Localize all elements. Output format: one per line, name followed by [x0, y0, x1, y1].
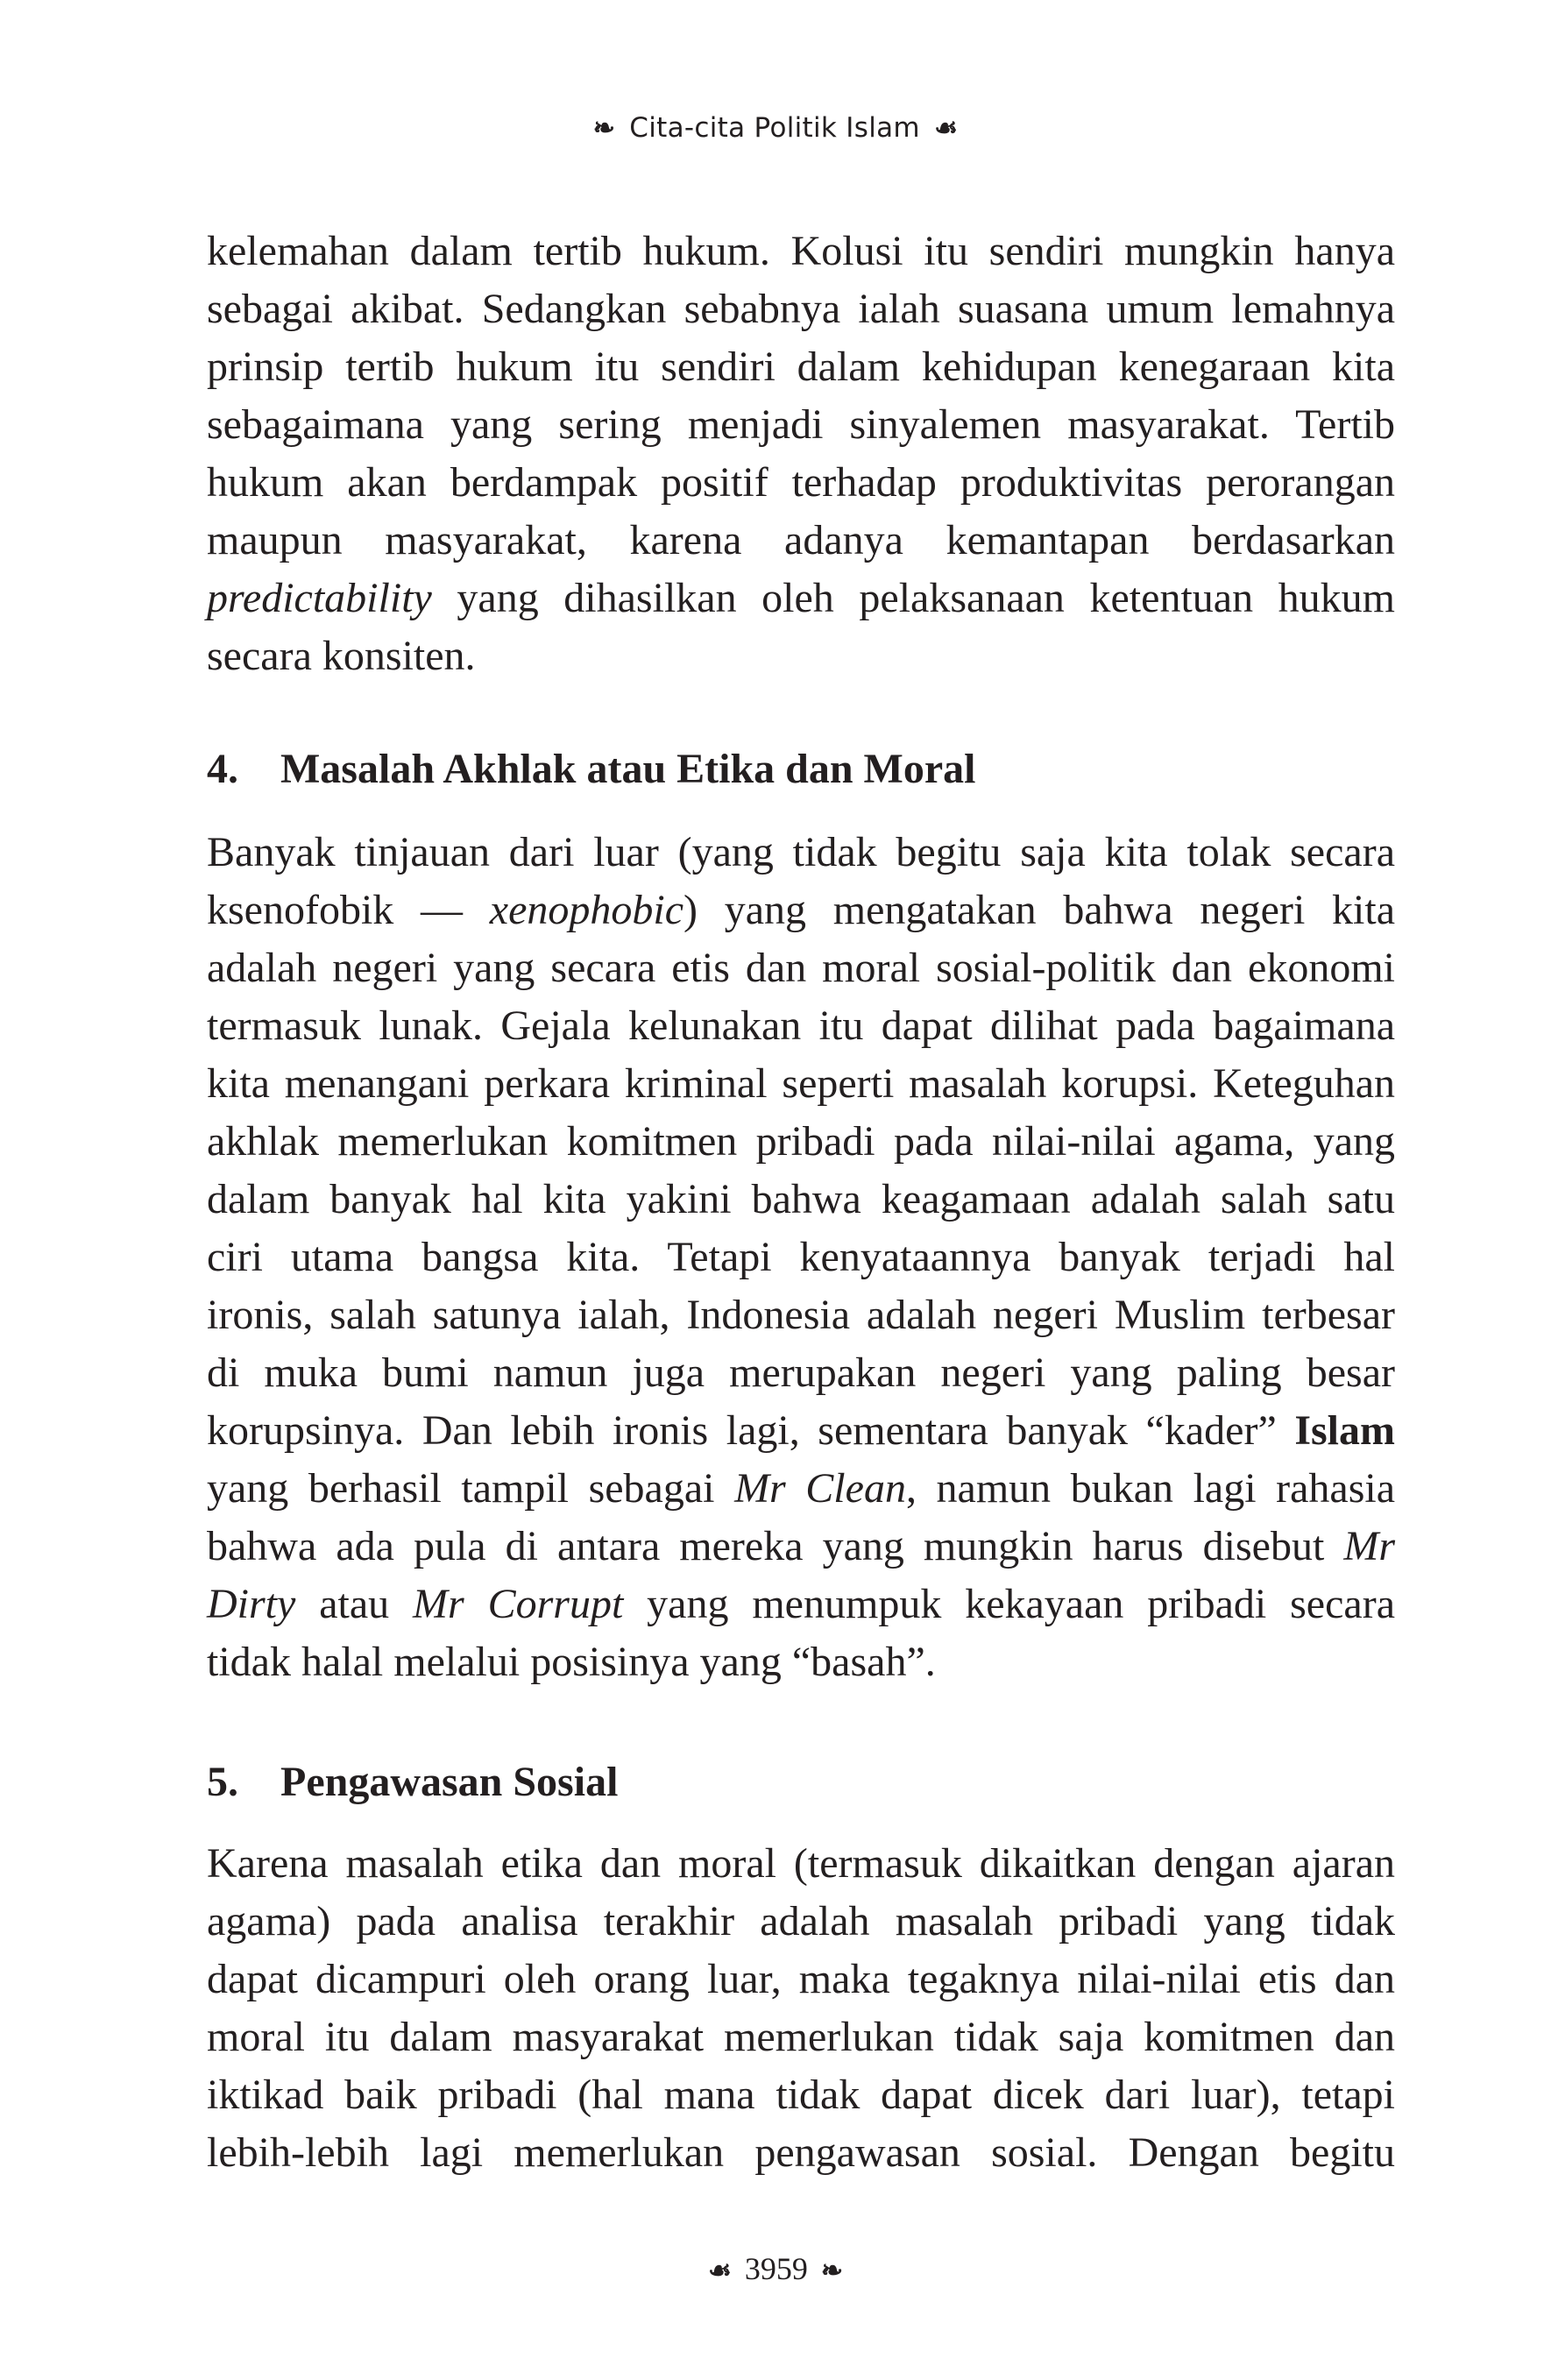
text-line: ironis, salah satunya ialah, Indonesia adalah negeri Muslim terbesar — [207, 1292, 1395, 1338]
text-line: prinsip tertib hukum itu sendiri dalam kehidupan kenegaraan kita — [207, 344, 1395, 390]
text-line: Banyak tinjauan dari luar (yang tidak begitu saja kita tolak secara — [207, 829, 1395, 875]
section-4-body — [207, 824, 1395, 1691]
text-line: moral itu dalam masyarakat memerlukan tidak saja komitmen dan — [207, 2014, 1395, 2060]
text-line: sebagai akibat. Sedangkan sebabnya ialah suasana umum lemahnya — [207, 286, 1395, 332]
page-footer — [0, 2250, 1551, 2287]
text-line: hukum akan berdampak positif terhadap produktivitas perorangan — [207, 459, 1395, 506]
text-line: di muka bumi namun juga merupakan negeri yang paling besar — [207, 1349, 1395, 1396]
text-line: maupun masyarakat, karena adanya kemantapan berdasarkan — [207, 517, 1395, 563]
text-line: yang berhasil tampil sebagai Mr Clean, namun bukan lagi rahasia — [207, 1465, 1396, 1512]
text-line: Karena masalah etika dan moral (termasuk dikaitkan dengan ajaran — [207, 1840, 1395, 1887]
text-line: sebagaimana yang sering menjadi sinyalemen masyarakat. Tertib — [207, 401, 1395, 448]
text-line: akhlak memerlukan komitmen pribadi pada nilai-nilai agama, yang — [207, 1118, 1395, 1165]
page-number: 3959 — [744, 2251, 808, 2286]
text-line: kita menangani perkara kriminal seperti masalah korupsi. Keteguhan — [207, 1060, 1395, 1107]
section-title: Pengawasan Sosial — [280, 1759, 619, 1805]
right-ornament-icon: ☙ — [934, 113, 959, 144]
text-line: bahwa ada pula di antara mereka yang mungkin harus disebut Mr — [207, 1523, 1395, 1569]
text-line: lebih-lebih lagi memerlukan pengawasan sosial. Dengan begitu — [207, 2129, 1395, 2176]
text-line: iktikad baik pribadi (hal mana tidak dapat dicek dari luar), tetapi — [207, 2072, 1395, 2118]
text-line: agama) pada analisa terakhir adalah masalah pribadi yang tidak — [207, 1898, 1395, 1944]
right-ornament-icon: ❧ — [820, 2256, 844, 2286]
text-line: tidak halal melalui posisinya yang “basah”. — [207, 1639, 936, 1685]
section-4-heading — [207, 745, 976, 793]
section-number: 5. — [207, 1759, 238, 1805]
section-5-heading — [207, 1758, 618, 1806]
text-line: kelemahan dalam tertib hukum. Kolusi itu sendiri mungkin hanya — [207, 228, 1395, 274]
text-line-italic-start: predictability yang dihasilkan oleh pelaksanaan ketentuan hukum — [207, 575, 1395, 621]
left-ornament-icon: ❧ — [592, 113, 616, 144]
text-line: ksenofobik — xenophobic) yang mengatakan bahwa negeri kita — [207, 887, 1396, 933]
running-header — [0, 112, 1551, 144]
text-line: secara konsiten. — [207, 633, 476, 679]
paragraph-1 — [207, 223, 1395, 685]
text-line: termasuk lunak. Gejala kelunakan itu dapat dilihat pada bagaimana — [207, 1002, 1395, 1049]
running-header-title: Cita-cita Politik Islam — [629, 112, 920, 144]
section-title: Masalah Akhlak atau Etika dan Moral — [280, 746, 976, 792]
text-line: Dirty atau Mr Corrupt yang menumpuk kekayaan pribadi secara — [207, 1581, 1395, 1627]
text-line: dapat dicampuri oleh orang luar, maka tegaknya nilai-nilai etis dan — [207, 1956, 1395, 2002]
section-number: 4. — [207, 746, 238, 792]
text-line: adalah negeri yang secara etis dan moral sosial-politik dan ekonomi — [207, 945, 1395, 991]
text-line: dalam banyak hal kita yakini bahwa keagamaan adalah salah satu — [207, 1176, 1395, 1222]
text-line: korupsinya. Dan lebih ironis lagi, sementara banyak “kader” Islam — [207, 1407, 1395, 1454]
text-line: ciri utama bangsa kita. Tetapi kenyataannya banyak terjadi hal — [207, 1234, 1395, 1280]
left-ornament-icon: ☙ — [707, 2256, 732, 2286]
section-5-body — [207, 1835, 1395, 2182]
